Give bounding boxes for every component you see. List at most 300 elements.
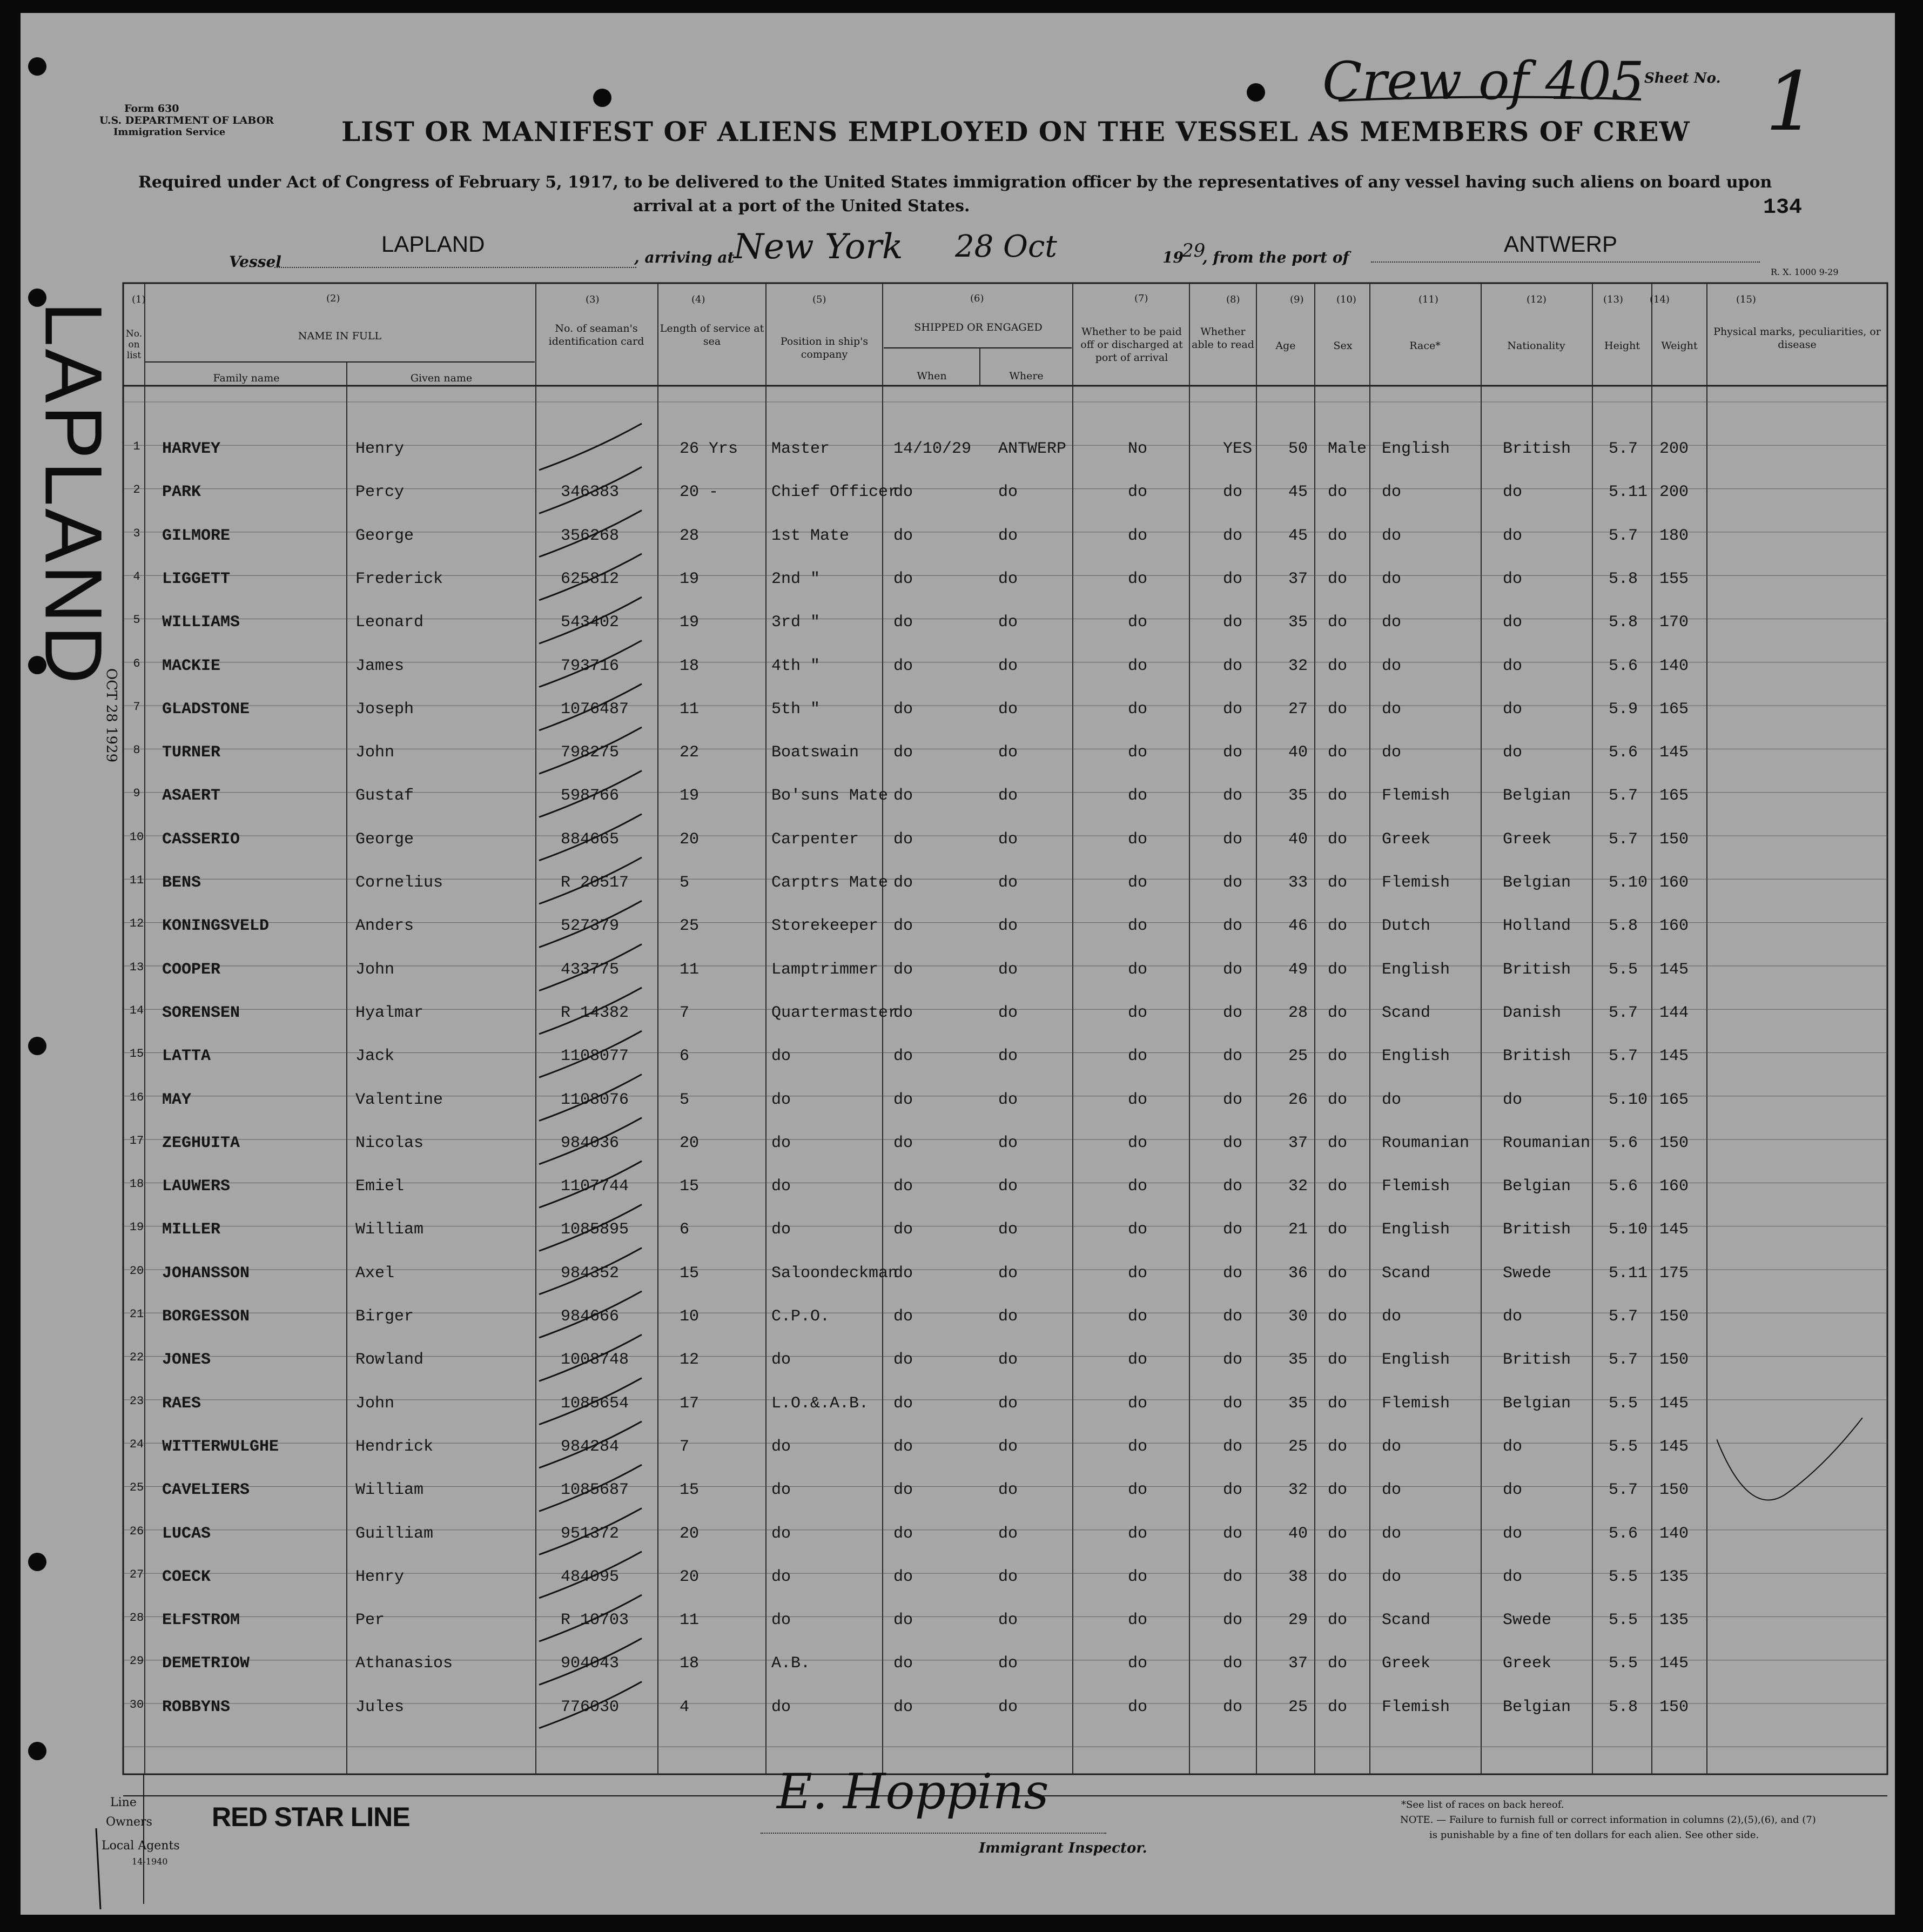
check-mark-stroke [539, 814, 642, 861]
row-number: 20 [129, 1264, 144, 1278]
check-mark-stroke [539, 467, 642, 513]
check-mark-stroke [539, 424, 642, 470]
col-num-13: (13) [1603, 294, 1623, 305]
able-to-read: do [1223, 1437, 1243, 1456]
paid-off: do [1128, 1437, 1148, 1456]
height: 5.10 [1609, 874, 1648, 892]
position: do [771, 1611, 791, 1630]
paid-off: do [1128, 1090, 1148, 1109]
race: do [1382, 700, 1402, 719]
footnote-races: *See list of races on back hereof. [1401, 1799, 1564, 1810]
height: 5.6 [1609, 1177, 1638, 1196]
family-name: ZEGHUITA [162, 1133, 240, 1152]
shipped-where: do [998, 787, 1018, 806]
height: 5.6 [1609, 1133, 1638, 1152]
age: 36 [1288, 1264, 1308, 1283]
age: 46 [1288, 917, 1308, 936]
length-of-service: 19 [680, 787, 700, 806]
given-name: Per [355, 1611, 385, 1630]
able-to-read: do [1223, 700, 1243, 719]
height: 5.5 [1609, 1437, 1638, 1456]
weight: 200 [1659, 483, 1689, 502]
check-mark-stroke [539, 1291, 642, 1338]
family-name: HARVEY [162, 440, 221, 458]
crew-count-note: Crew of 405 [1322, 51, 1644, 111]
given-name: Rowland [355, 1351, 424, 1370]
weight: 140 [1659, 656, 1689, 675]
row-number: 16 [129, 1090, 144, 1104]
position: do [771, 1567, 791, 1586]
able-to-read: do [1223, 613, 1243, 632]
height: 5.8 [1609, 613, 1638, 632]
nationality: do [1503, 613, 1523, 632]
col-num-4: (4) [691, 294, 705, 305]
race: English [1382, 960, 1450, 979]
position: Carptrs Mate [771, 874, 889, 892]
shipped-where: do [998, 613, 1018, 632]
family-name: ROBBYNS [162, 1698, 231, 1716]
family-name: LATTA [162, 1047, 211, 1066]
shipped-where: do [998, 526, 1018, 545]
sex: do [1328, 1003, 1348, 1022]
header-position: Position in ship's company [780, 336, 869, 360]
row-number: 5 [133, 613, 140, 627]
weight: 135 [1659, 1611, 1689, 1630]
position: do [771, 1524, 791, 1543]
shipped-where: do [998, 1567, 1018, 1586]
sheet-number: 1 [1765, 55, 1817, 149]
subtitle-line-1: Required under Act of Congress of February 5, 1917, to be delivered to the United States immigration officer by the representatives of any vessel having such aliens on board upon [138, 173, 1772, 192]
family-name: WILLIAMS [162, 613, 240, 632]
nationality: British [1503, 960, 1571, 979]
shipped-when: do [893, 483, 913, 502]
paid-off: do [1128, 1394, 1148, 1413]
family-name: BORGESSON [162, 1307, 250, 1326]
length-of-service: 7 [680, 1003, 690, 1022]
row-number: 7 [133, 700, 140, 714]
able-to-read: do [1223, 1090, 1243, 1109]
shipped-where: do [998, 874, 1018, 892]
check-mark-stroke [539, 1595, 642, 1641]
age: 32 [1288, 1177, 1308, 1196]
family-name: COOPER [162, 960, 221, 979]
family-name: LUCAS [162, 1524, 211, 1543]
margin-pen-curve [1717, 1418, 1868, 1515]
department-label: U.S. DEPARTMENT OF LABOR [99, 115, 274, 126]
check-mark-stroke [539, 1161, 642, 1208]
height: 5.7 [1609, 1481, 1638, 1500]
paid-off: do [1128, 1177, 1148, 1196]
length-of-service: 22 [680, 743, 700, 762]
race: Scand [1382, 1264, 1431, 1283]
paid-off: do [1128, 874, 1148, 892]
race: Greek [1382, 1654, 1431, 1673]
able-to-read: do [1223, 874, 1243, 892]
sex: do [1328, 1351, 1348, 1370]
weight: 145 [1659, 1047, 1689, 1066]
given-name: Anders [355, 917, 414, 936]
arriving-label: , arriving at [634, 249, 735, 266]
able-to-read: do [1223, 960, 1243, 979]
height: 5.7 [1609, 1003, 1638, 1022]
able-to-read: do [1223, 1567, 1243, 1586]
check-mark-stroke [539, 1682, 642, 1728]
arrival-port: New York [734, 227, 903, 267]
able-to-read: do [1223, 1307, 1243, 1326]
length-of-service: 20 [680, 1524, 700, 1543]
check-mark-stroke [539, 1421, 642, 1468]
nationality: Greek [1503, 830, 1552, 849]
nationality: Greek [1503, 1654, 1552, 1673]
family-name: GLADSTONE [162, 700, 250, 719]
position: do [771, 1133, 791, 1152]
shipped-where: do [998, 830, 1018, 849]
nationality: do [1503, 569, 1523, 588]
sex: do [1328, 1611, 1348, 1630]
header-physical-marks: Physical marks, peculiarities, or disease [1713, 326, 1881, 351]
given-name: Nicolas [355, 1133, 424, 1152]
service-label: Immigration Service [113, 126, 226, 138]
shipped-when: do [893, 1307, 913, 1326]
length-of-service: 26 Yrs [680, 440, 738, 458]
shipped-where: do [998, 743, 1018, 762]
form-number: Form 630 [124, 103, 179, 115]
length-of-service: 6 [680, 1047, 690, 1066]
col-num-9: (9) [1290, 294, 1304, 305]
length-of-service: 11 [680, 1611, 700, 1630]
nationality: do [1503, 700, 1523, 719]
shipped-where: do [998, 1047, 1018, 1066]
paid-off: do [1128, 569, 1148, 588]
id-card-number: 356268 [561, 526, 620, 545]
sex: do [1328, 1307, 1348, 1326]
family-name: COECK [162, 1567, 211, 1586]
nationality: British [1503, 440, 1571, 458]
height: 5.7 [1609, 1047, 1638, 1066]
shipped-where: do [998, 656, 1018, 675]
position: Bo'suns Mate [771, 787, 889, 806]
race: do [1382, 1524, 1402, 1543]
able-to-read: do [1223, 483, 1243, 502]
able-to-read: do [1223, 1698, 1243, 1716]
check-mark-stroke [539, 727, 642, 774]
check-mark-stroke [539, 684, 642, 730]
sex: do [1328, 656, 1348, 675]
id-card-number: 1076487 [561, 700, 629, 719]
sex: do [1328, 1437, 1348, 1456]
id-card-number: 625812 [561, 569, 620, 588]
height: 5.6 [1609, 1524, 1638, 1543]
given-name: Frederick [355, 569, 443, 588]
able-to-read: do [1223, 656, 1243, 675]
position: do [771, 1220, 791, 1239]
check-mark-stroke [539, 1552, 642, 1598]
row-number: 12 [129, 917, 144, 931]
from-port: ANTWERP [1504, 231, 1617, 257]
header-sex: Sex [1333, 340, 1353, 352]
given-name: George [355, 526, 414, 545]
race: do [1382, 1307, 1402, 1326]
header-length-of-service: Length of service at sea [660, 323, 764, 347]
age: 25 [1288, 1698, 1308, 1716]
sex: do [1328, 917, 1348, 936]
able-to-read: YES [1223, 440, 1253, 458]
row-number: 26 [129, 1524, 144, 1538]
id-card-number: R 20517 [561, 874, 629, 892]
given-name: Jack [355, 1047, 395, 1066]
shipped-when: do [893, 1524, 913, 1543]
position: Boatswain [771, 743, 859, 762]
check-mark-stroke [539, 1508, 642, 1555]
position: Carpenter [771, 830, 859, 849]
shipped-when: do [893, 1394, 913, 1413]
nationality: Belgian [1503, 874, 1571, 892]
given-name: William [355, 1481, 424, 1500]
local-agents-label: Local Agents [102, 1839, 180, 1853]
given-name: William [355, 1220, 424, 1239]
length-of-service: 4 [680, 1698, 690, 1716]
family-name: ASAERT [162, 787, 221, 806]
able-to-read: do [1223, 1003, 1243, 1022]
shipped-where: do [998, 1437, 1018, 1456]
sex: do [1328, 526, 1348, 545]
given-name: George [355, 830, 414, 849]
shipped-when: do [893, 917, 913, 936]
sex: do [1328, 1090, 1348, 1109]
shipped-when: do [893, 787, 913, 806]
shipped-when: do [893, 1351, 913, 1370]
able-to-read: do [1223, 1524, 1243, 1543]
weight: 200 [1659, 440, 1689, 458]
paid-off: do [1128, 700, 1148, 719]
position: Chief Officer [771, 483, 898, 502]
shipped-where: do [998, 1133, 1018, 1152]
race: Flemish [1382, 1698, 1450, 1716]
position: C.P.O. [771, 1307, 830, 1326]
race: do [1382, 1090, 1402, 1109]
paid-off: do [1128, 1264, 1148, 1283]
agents-code: 14-1940 [132, 1856, 168, 1867]
header-name-in-full: NAME IN FULL [298, 330, 382, 342]
footnote-fine-1: NOTE. — Failure to furnish full or correct information in columns (2),(5),(6), and (7) [1400, 1814, 1816, 1826]
height: 5.7 [1609, 526, 1638, 545]
shipped-when: 14/10/29 [893, 440, 972, 458]
shipped-where: do [998, 1654, 1018, 1673]
sex: do [1328, 787, 1348, 806]
row-number: 6 [133, 656, 140, 670]
header-given-name: Given name [410, 372, 473, 384]
length-of-service: 19 [680, 613, 700, 632]
height: 5.10 [1609, 1220, 1648, 1239]
nationality: Roumanian [1503, 1133, 1591, 1152]
weight: 145 [1659, 1394, 1689, 1413]
paid-off: do [1128, 526, 1148, 545]
paid-off: do [1128, 1307, 1148, 1326]
given-name: Leonard [355, 613, 424, 632]
weight: 145 [1659, 1220, 1689, 1239]
header-weight: Weight [1661, 340, 1698, 352]
length-of-service: 20 [680, 1133, 700, 1152]
nationality: Swede [1503, 1264, 1552, 1283]
paid-off: do [1128, 1654, 1148, 1673]
height: 5.11 [1609, 1264, 1648, 1283]
shipped-when: do [893, 700, 913, 719]
height: 5.5 [1609, 960, 1638, 979]
weight: 180 [1659, 526, 1689, 545]
age: 28 [1288, 1003, 1308, 1022]
nationality: Swede [1503, 1611, 1552, 1630]
from-label: , from the port of [1202, 249, 1349, 266]
paid-off: do [1128, 1524, 1148, 1543]
family-name: PARK [162, 483, 201, 502]
family-name: WITTERWULGHE [162, 1437, 279, 1456]
shipped-when: do [893, 1481, 913, 1500]
race: do [1382, 526, 1402, 545]
shipped-when: do [893, 830, 913, 849]
position: Lamptrimmer [771, 960, 879, 979]
sex: do [1328, 743, 1348, 762]
able-to-read: do [1223, 1264, 1243, 1283]
race: English [1382, 1220, 1450, 1239]
check-mark-stroke [539, 554, 642, 600]
nationality: do [1503, 483, 1523, 502]
race: Flemish [1382, 787, 1450, 806]
family-name: MAY [162, 1090, 192, 1109]
row-number: 14 [129, 1003, 144, 1017]
able-to-read: do [1223, 1047, 1243, 1066]
length-of-service: 15 [680, 1481, 700, 1500]
position: 1st Mate [771, 526, 850, 545]
side-stamp-text: LAPLAND [28, 301, 119, 686]
check-marks [21, 13, 1895, 1915]
header-when: When [917, 370, 947, 382]
header-able-to-read: Whether able to read [1192, 326, 1254, 351]
given-name: John [355, 743, 395, 762]
weight: 165 [1659, 787, 1689, 806]
sex: Male [1328, 440, 1367, 458]
col-num-2: (2) [326, 293, 340, 304]
sex: do [1328, 483, 1348, 502]
able-to-read: do [1223, 1220, 1243, 1239]
given-name: Joseph [355, 700, 414, 719]
race: do [1382, 613, 1402, 632]
length-of-service: 28 [680, 526, 700, 545]
check-mark-stroke [539, 901, 642, 947]
row-number: 22 [129, 1351, 144, 1365]
position: do [771, 1481, 791, 1500]
shipped-where: do [998, 1481, 1018, 1500]
id-card-number: 984666 [561, 1307, 620, 1326]
race: English [1382, 1351, 1450, 1370]
shipped-where: do [998, 917, 1018, 936]
family-name: ELFSTROM [162, 1611, 240, 1630]
weight: 150 [1659, 1133, 1689, 1152]
row-number: 28 [129, 1611, 144, 1625]
row-number: 19 [129, 1220, 144, 1235]
paid-off: do [1128, 787, 1148, 806]
given-name: Gustaf [355, 787, 414, 806]
shipped-when: do [893, 1654, 913, 1673]
id-card-number: 1108076 [561, 1090, 629, 1109]
paid-off: do [1128, 1481, 1148, 1500]
able-to-read: do [1223, 1654, 1243, 1673]
position: L.O.&.A.B. [771, 1394, 869, 1413]
check-mark-stroke [539, 1248, 642, 1294]
shipped-when: do [893, 526, 913, 545]
col-num-3: (3) [586, 294, 600, 305]
row-number: 24 [129, 1437, 144, 1451]
able-to-read: do [1223, 569, 1243, 588]
length-of-service: 20 [680, 1567, 700, 1586]
length-of-service: 17 [680, 1394, 700, 1413]
header-no-on-list: No. on list [125, 328, 143, 361]
header-height: Height [1604, 340, 1640, 352]
check-mark-stroke [539, 1031, 642, 1077]
position: do [771, 1047, 791, 1066]
position: Saloondeckman [771, 1264, 898, 1283]
shipped-when: do [893, 1437, 913, 1456]
able-to-read: do [1223, 1394, 1243, 1413]
shipped-where: do [998, 1264, 1018, 1283]
id-card-number: 1085687 [561, 1481, 629, 1500]
height: 5.8 [1609, 1698, 1638, 1716]
row-number: 4 [133, 569, 140, 583]
able-to-read: do [1223, 787, 1243, 806]
nationality: Belgian [1503, 1394, 1571, 1413]
nationality: do [1503, 526, 1523, 545]
sex: do [1328, 700, 1348, 719]
sex: do [1328, 1481, 1348, 1500]
weight: 165 [1659, 700, 1689, 719]
col-num-6: (6) [970, 293, 984, 304]
family-name: RAES [162, 1394, 201, 1413]
race: Flemish [1382, 1177, 1450, 1196]
race: Scand [1382, 1003, 1431, 1022]
weight: 145 [1659, 1654, 1689, 1673]
age: 25 [1288, 1047, 1308, 1066]
given-name: Henry [355, 1567, 405, 1586]
age: 32 [1288, 1481, 1308, 1500]
shipped-when: do [893, 1133, 913, 1152]
height: 5.8 [1609, 917, 1638, 936]
nationality: do [1503, 1090, 1523, 1109]
paid-off: do [1128, 960, 1148, 979]
id-card-number: 1085895 [561, 1220, 629, 1239]
race: do [1382, 1437, 1402, 1456]
weight: 150 [1659, 1698, 1689, 1716]
margin-pen-stroke [85, 1828, 107, 1915]
weight: 145 [1659, 743, 1689, 762]
subtitle-line-2: arrival at a port of the United States. [633, 197, 970, 216]
able-to-read: do [1223, 1177, 1243, 1196]
race: do [1382, 483, 1402, 502]
paid-off: do [1128, 1047, 1148, 1066]
shipped-where: do [998, 1220, 1018, 1239]
id-card-number: 984352 [561, 1264, 620, 1283]
shipped-when: do [893, 656, 913, 675]
row-number: 25 [129, 1481, 144, 1495]
sex: do [1328, 1177, 1348, 1196]
weight: 145 [1659, 960, 1689, 979]
shipped-where: ANTWERP [998, 440, 1067, 458]
age: 21 [1288, 1220, 1308, 1239]
weight: 170 [1659, 613, 1689, 632]
shipped-where: do [998, 1524, 1018, 1543]
sex: do [1328, 960, 1348, 979]
age: 37 [1288, 1654, 1308, 1673]
given-name: Emiel [355, 1177, 405, 1196]
side-date-note: OCT 28 1929 [103, 668, 119, 763]
